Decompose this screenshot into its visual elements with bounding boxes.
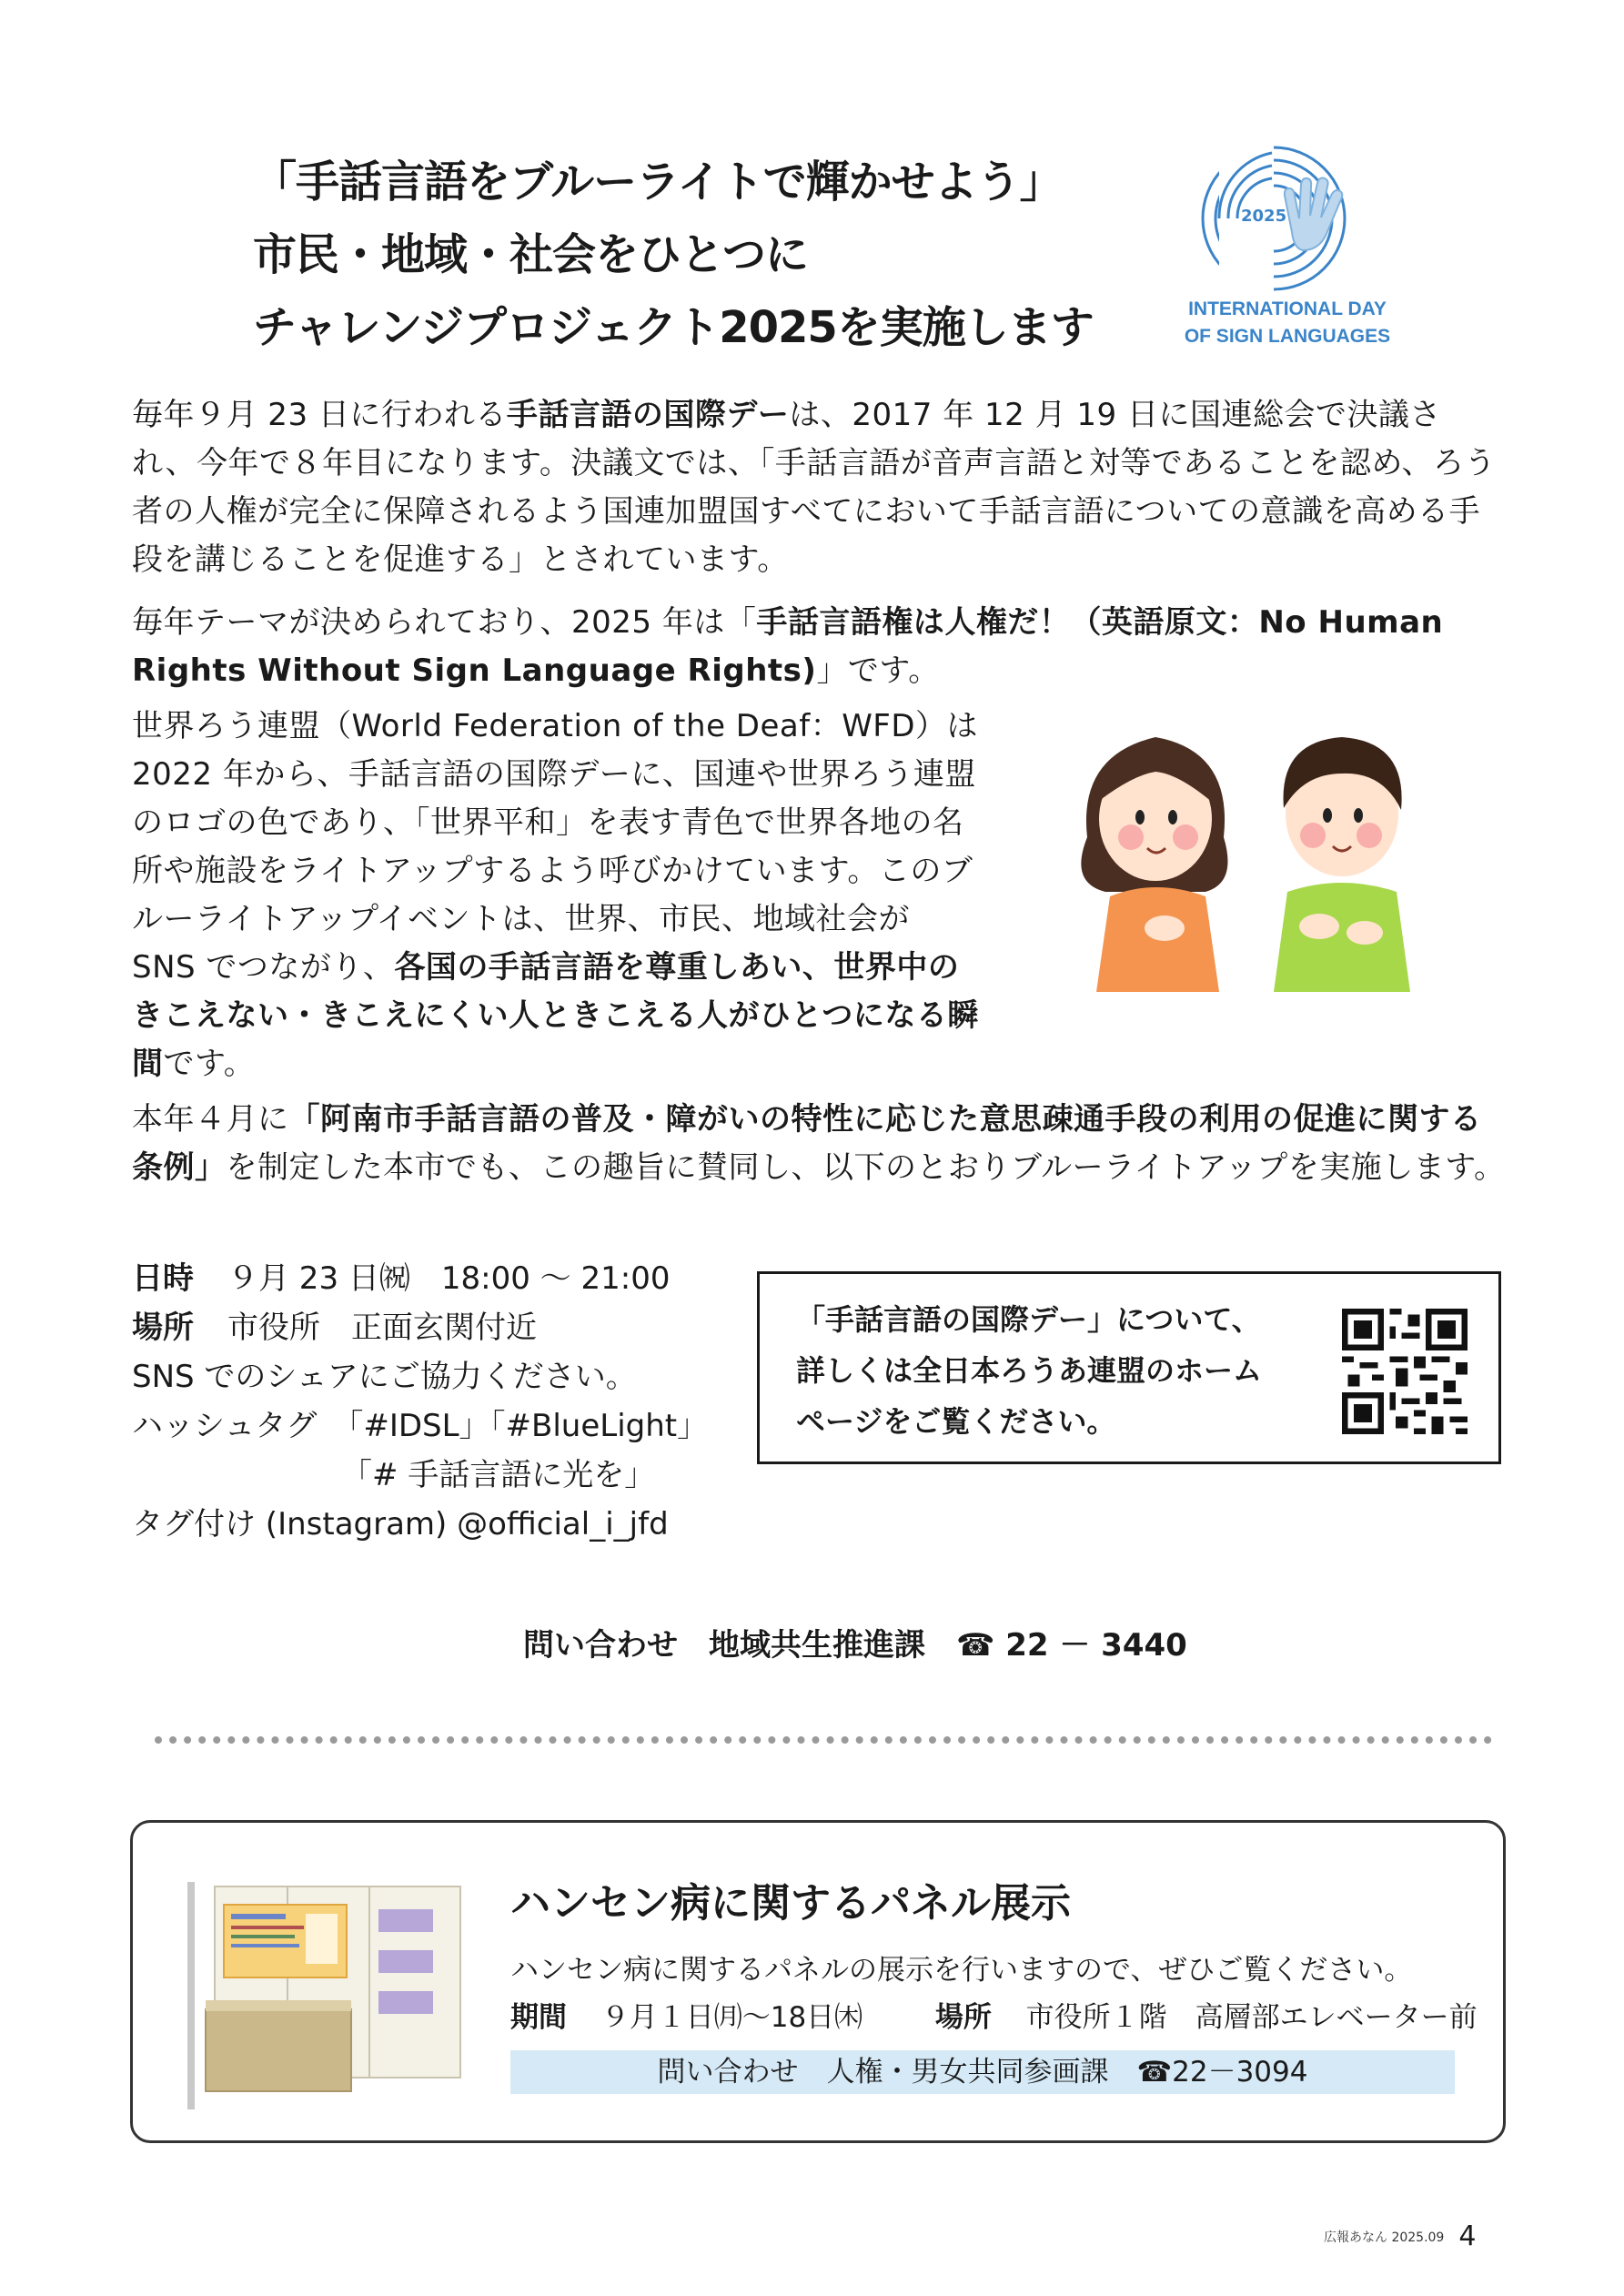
intro-paragraph-1 xyxy=(132,391,1506,584)
logo-year: 2025 xyxy=(1241,207,1287,226)
children-signing-illustration xyxy=(1069,701,1451,1010)
ordinance-text: 本年４月に xyxy=(132,1101,289,1138)
intro-emphasis: 手話言語の国際デー xyxy=(506,397,790,433)
instagram-tag: タグ付け (Instagram) @official_i_jfd xyxy=(132,1506,669,1542)
notice-line-2: 詳しくは全日本ろうあ連盟のホーム xyxy=(796,1353,1263,1388)
logo-caption-line-2: OF SIGN LANGUAGES xyxy=(1184,326,1391,347)
page-footer xyxy=(1324,2220,1476,2252)
headline-line-3: チャレンジプロジェクト2025を実施します xyxy=(253,302,1094,353)
ordinance-emphasis: 「阿南市手話言語の普及・障がいの特性に応じた意思疎通手段の利用の促進に関する条例」 xyxy=(132,1101,1482,1186)
hansen-panel-box xyxy=(130,1820,1506,2143)
logo-caption-line-1: INTERNATIONAL DAY xyxy=(1188,298,1387,319)
event-place-row xyxy=(132,1303,769,1352)
headline-line-2: 市民・地域・社会をひとつに xyxy=(253,229,809,280)
sns-request: SNS でのシェアにご協力ください。 xyxy=(132,1359,637,1395)
ordinance-paragraph xyxy=(132,1096,1506,1192)
wfd-emphasis: 各国の手話言語を尊重しあい、世界中のきこえない・きこえにくい人ときこえる人がひとつになる瞬間 xyxy=(132,949,979,1082)
contact-dept: 地域共生推進課 xyxy=(709,1627,925,1664)
place-label: 場所 xyxy=(132,1310,194,1346)
intro-paragraph-2 xyxy=(132,599,1506,695)
publication-name: 広報あなん 2025.09 xyxy=(1324,2230,1445,2245)
panel-place-value: 市役所１階 高層部エレベーター前 xyxy=(1025,2001,1478,2034)
contact-label: 問い合わせ xyxy=(523,1627,678,1664)
ordinance-text-end: を制定した本市でも、この趣旨に賛同し、以下のとおりブルーライトアップを実施します。 xyxy=(226,1149,1506,1186)
wfd-text: 世界ろう連盟（World Federation of the Deaf：WFD）は 2022 年から、手話言語の国際デーに、国連や世界ろう連盟のロゴの色であり、「世界平和」を表す青色で世界各地の名所や施設をライトアップするよう呼びかけています。このブルーライトアップイベントは、世界、市民、地域社会が SNS でつながり、 xyxy=(132,708,979,986)
wfd-text-end: です。 xyxy=(163,1046,256,1082)
intro-text-cont: は、2017 年 12 月 19 日に国連総会で決議され、今年で８年目になります。決議文では、「手話言語が音声言語と対等であることを認め、ろう者の人権が完全に保障されるよう国連加盟国すべてにおいて手話言語についての意識を高める手段を講じることを促進する」とされています。 xyxy=(132,397,1496,578)
event-date-row xyxy=(132,1254,769,1303)
date-value: ９月 23 日㈷ 18:00 ～ 21:00 xyxy=(227,1260,671,1297)
qr-code-icon[interactable] xyxy=(1342,1309,1468,1434)
wfd-paragraph xyxy=(132,703,980,1088)
headline-line-1: 「手話言語をブルーライトで輝かせよう」 xyxy=(253,157,1063,207)
period-label: 期間 xyxy=(510,2001,567,2034)
panel-title: ハンセン病に関するパネル展示 xyxy=(510,1880,1071,1927)
notice-box xyxy=(757,1271,1501,1464)
notice-line-3: ページをご覧ください。 xyxy=(796,1404,1116,1439)
theme-text-end: 」です。 xyxy=(816,652,940,689)
notice-text xyxy=(796,1294,1306,1447)
headline xyxy=(253,146,1163,364)
concentric-circles-hand-icon xyxy=(1165,132,1410,296)
period-value: ９月１日㈪～18日㈭ xyxy=(600,2001,863,2034)
notice-line-1: 「手話言語の国際デー」について、 xyxy=(796,1302,1261,1337)
hashtags: 「#IDSL」「#BlueLight」 xyxy=(348,1408,709,1444)
date-label: 日時 xyxy=(132,1260,194,1297)
hashtag-row-2: 「# 手話言語に光を」 xyxy=(341,1457,656,1493)
page-number: 4 xyxy=(1458,2220,1477,2252)
contact-line xyxy=(523,1620,1187,1664)
logo-caption xyxy=(1165,296,1410,350)
theme-emphasis: 手話言語権は人権だ！（英語原文：No Human Rights Without Sign Language Rights) xyxy=(132,604,1444,689)
intro-text: 毎年９月 23 日に行われる xyxy=(132,397,507,433)
panel-place-label: 場所 xyxy=(934,2001,992,2034)
place-value: 市役所 正面玄関付近 xyxy=(227,1310,537,1346)
theme-text: 毎年テーマが決められており、2025 年は「 xyxy=(132,604,757,641)
sign-languages-day-logo xyxy=(1165,132,1410,359)
event-info xyxy=(132,1254,769,1549)
hashtag-label: ハッシュタグ xyxy=(132,1408,348,1444)
panel-details xyxy=(510,1994,1478,2035)
dotted-divider xyxy=(155,1736,1492,1744)
panel-description: ハンセン病に関するパネルの展示を行いますので、ぜひご覧ください。 xyxy=(510,1954,1413,1987)
panel-contact-bar: 問い合わせ 人権・男女共同参画課 ☎22－3094 xyxy=(510,2050,1455,2094)
contact-phone[interactable]: ☎ 22 － 3440 xyxy=(956,1627,1187,1664)
hashtag-row xyxy=(132,1401,769,1451)
panel-display-illustration xyxy=(178,1873,479,2119)
